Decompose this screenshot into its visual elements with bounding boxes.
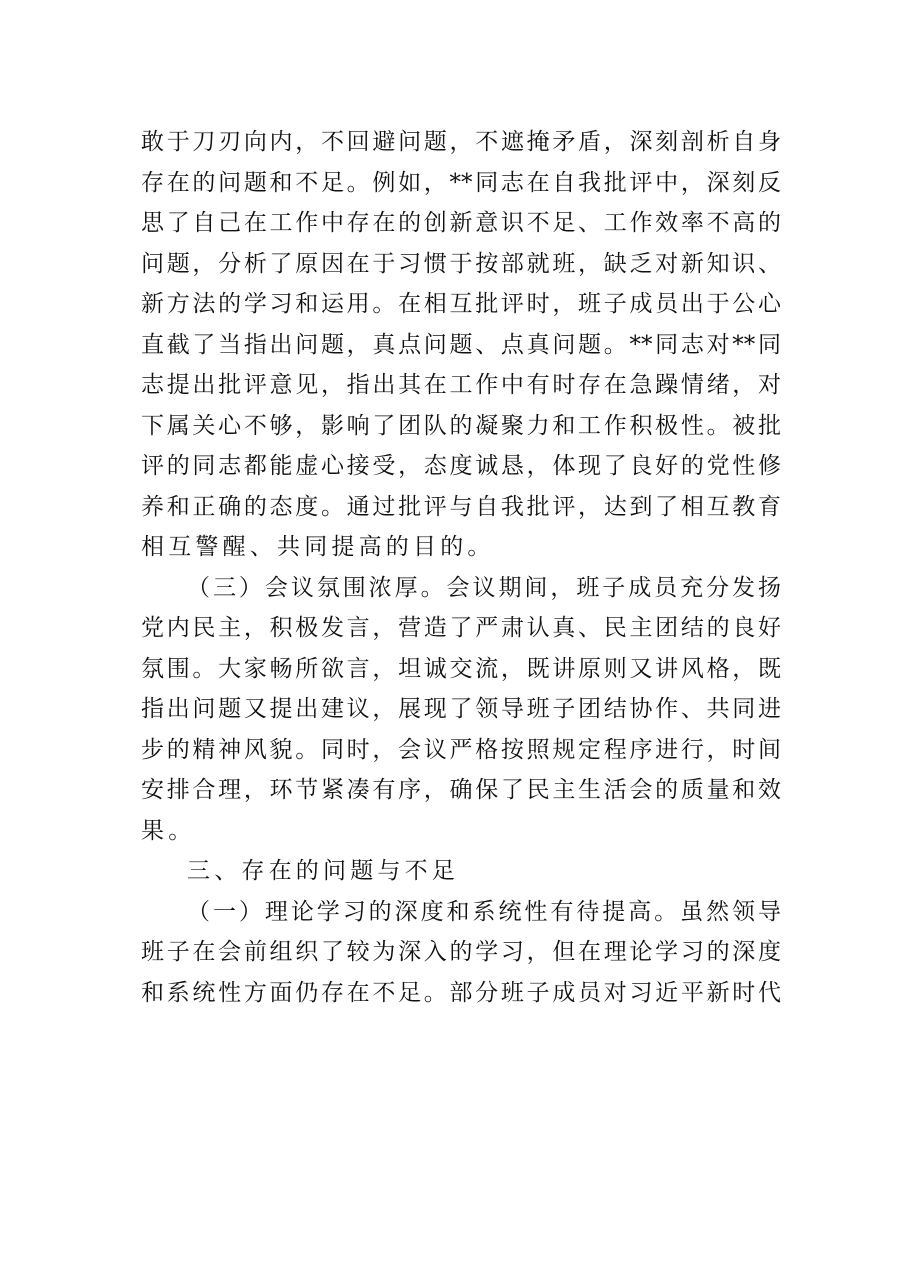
paragraph-line: 下属关心不够，影响了团队的凝聚力和工作积极性。被批 [141,412,781,439]
paragraph-line: 班子在会前组织了较为深入的学习，但在理论学习的深度 [141,939,781,965]
section-heading: 三、存在的问题与不足 [187,858,459,884]
document-body [141,122,781,1013]
paragraph-line: 和系统性方面仍存在不足。部分班子成员对习近平新时代 [141,979,781,1006]
paragraph-line: 直截了当指出问题，真点问题、点真问题。**同志对**同 [141,331,781,358]
paragraph-line: （一）理论学习的深度和系统性有待提高。虽然领导 [187,898,781,925]
paragraph-line: 养和正确的态度。通过批评与自我批评，达到了相互教育 [141,493,781,520]
paragraph-line: 志提出批评意见，指出其在工作中有时存在急躁情绪，对 [141,372,781,398]
paragraph-line: （三）会议氛围浓厚。会议期间，班子成员充分发扬 [187,574,781,601]
paragraph-line: 思了自己在工作中存在的创新意识不足、工作效率不高的 [141,210,781,236]
paragraph-line: 党内民主，积极发言，营造了严肃认真、民主团结的良好 [141,615,781,641]
paragraph-line: 存在的问题和不足。例如，**同志在自我批评中，深刻反 [141,169,781,196]
paragraph-line: 安排合理，环节紧凑有序，确保了民主生活会的质量和效 [141,777,781,803]
paragraph-line: 相互警醒、共同提高的目的。 [141,534,495,560]
paragraph-line: 氛围。大家畅所欲言，坦诚交流，既讲原则又讲风格，既 [141,655,781,682]
paragraph-line: 果。 [141,817,196,844]
paragraph-line: 指出问题又提出建议，展现了领导班子团结协作、共同进 [141,696,781,722]
paragraph-line: 敢于刀刃向内，不回避问题，不遮掩矛盾，深刻剖析自身 [141,129,781,155]
paragraph-line: 评的同志都能虚心接受，态度诚恳，体现了良好的党性修 [141,453,781,479]
paragraph-line: 步的精神风貌。同时，会议严格按照规定程序进行，时间 [141,736,781,763]
paragraph-line: 问题，分析了原因在于习惯于按部就班，缺乏对新知识、 [141,250,781,277]
paragraph-line: 新方法的学习和运用。在相互批评时，班子成员出于公心 [141,291,781,317]
